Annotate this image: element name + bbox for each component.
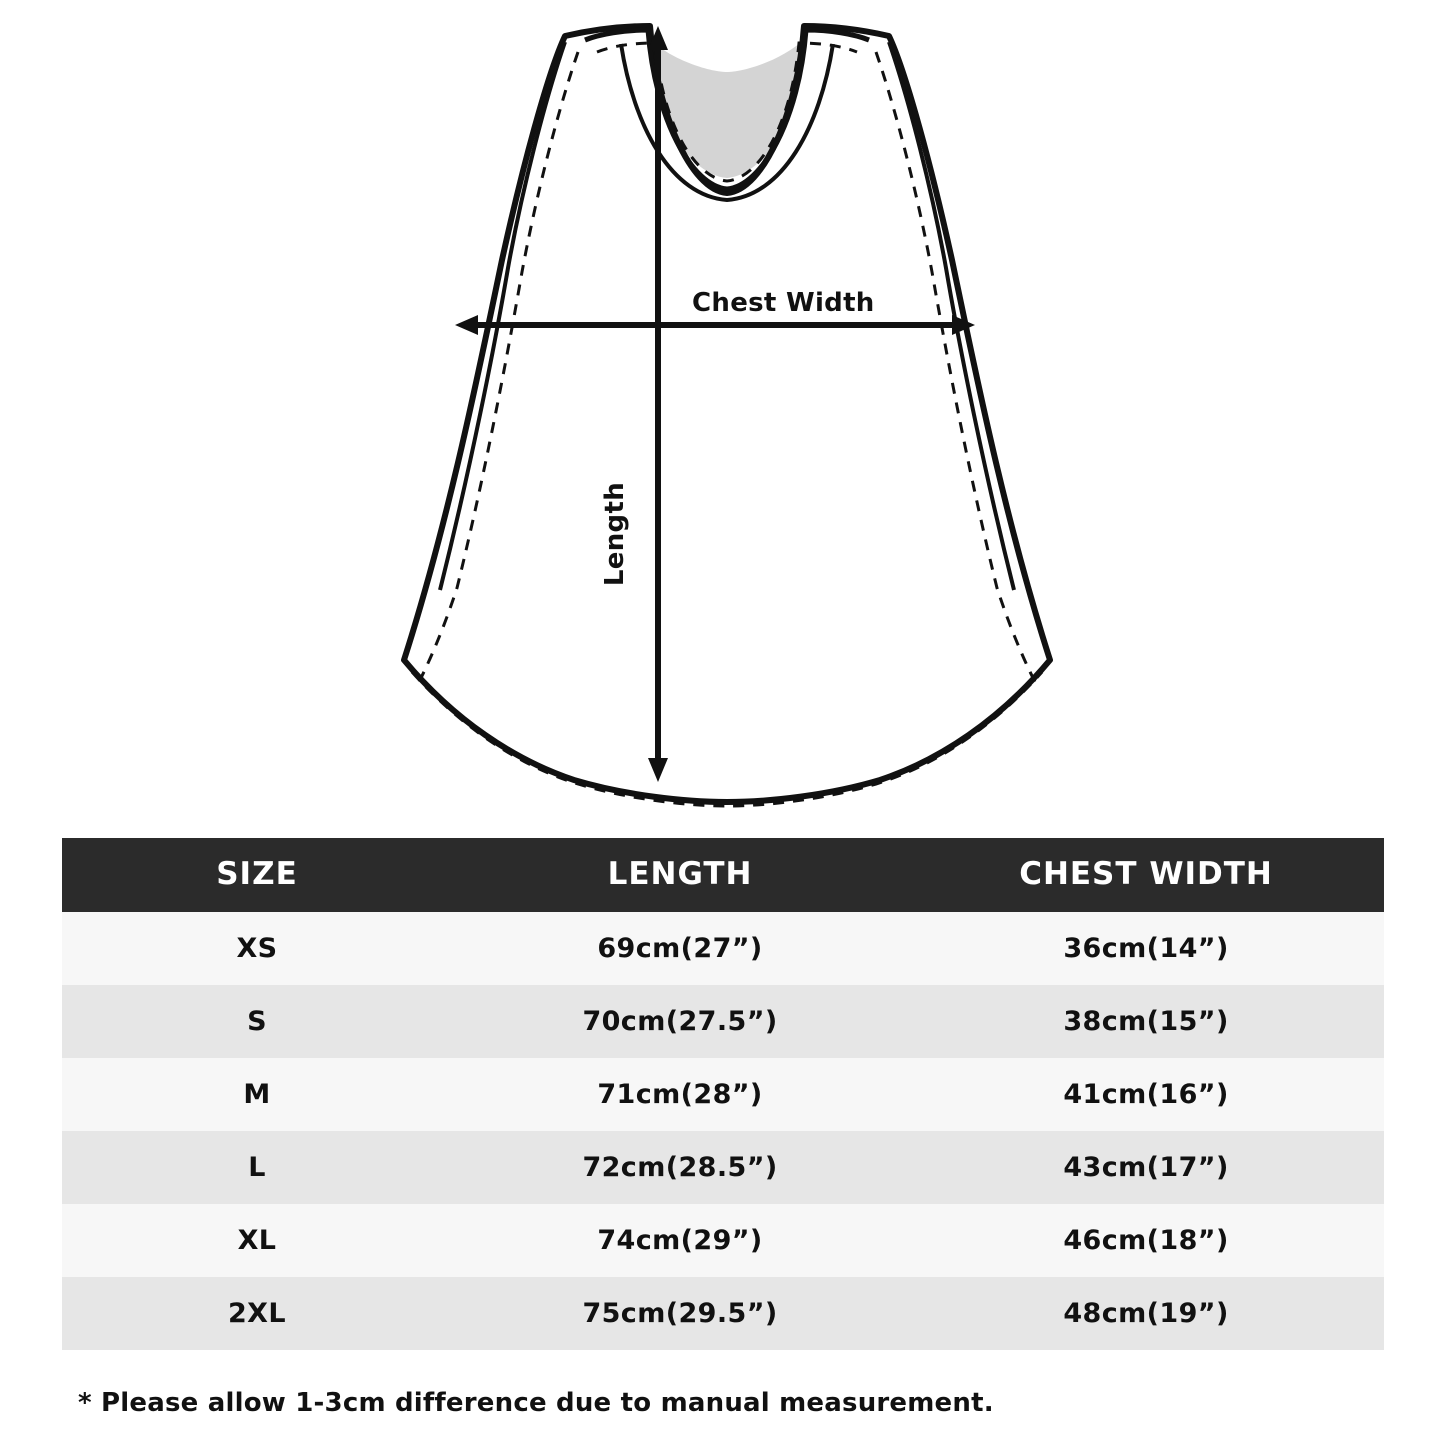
column-header-length: LENGTH [452,838,908,912]
size-table [62,838,1384,1350]
cell-length: 72cm(28.5”) [452,1131,908,1204]
measurement-footnote: * Please allow 1-3cm difference due to manual measurement. [78,1388,994,1418]
cell-chest: 46cm(18”) [908,1204,1384,1277]
cell-length: 69cm(27”) [452,912,908,985]
cell-length: 71cm(28”) [452,1058,908,1131]
cell-size: M [62,1058,452,1131]
chest-width-label: Chest Width [692,288,875,318]
cell-size: XS [62,912,452,985]
cell-chest: 41cm(16”) [908,1058,1384,1131]
cell-chest: 38cm(15”) [908,985,1384,1058]
table-row [62,1058,1384,1131]
cell-length: 74cm(29”) [452,1204,908,1277]
cell-size: XL [62,1204,452,1277]
table-row [62,1277,1384,1350]
column-header-size: SIZE [62,838,452,912]
table-header-row [62,838,1384,912]
cell-length: 70cm(27.5”) [452,985,908,1058]
cell-size: 2XL [62,1277,452,1350]
column-header-chest-width: CHEST WIDTH [908,838,1384,912]
cell-length: 75cm(29.5”) [452,1277,908,1350]
cell-chest: 43cm(17”) [908,1131,1384,1204]
table-row [62,1131,1384,1204]
size-table-wrapper [62,838,1384,1350]
table-row [62,1204,1384,1277]
cell-chest: 48cm(19”) [908,1277,1384,1350]
length-label: Length [600,482,630,587]
table-row [62,985,1384,1058]
cell-size: S [62,985,452,1058]
cell-size: L [62,1131,452,1204]
cell-chest: 36cm(14”) [908,912,1384,985]
table-row [62,912,1384,985]
